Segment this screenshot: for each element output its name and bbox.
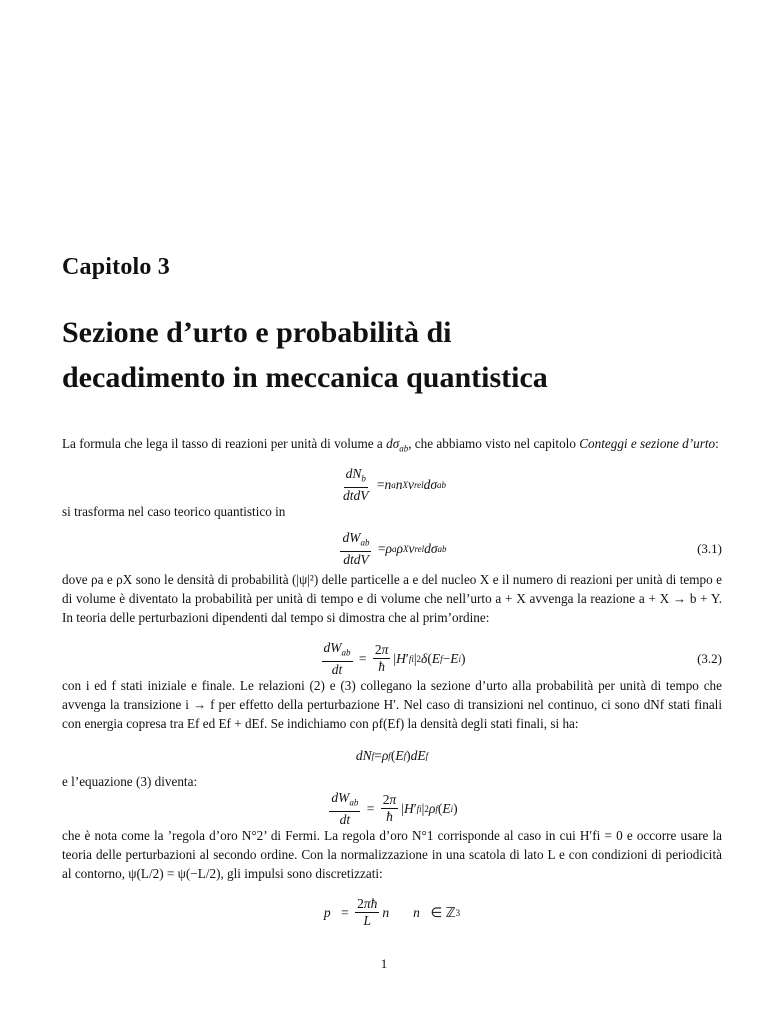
chapter-reference: Conteggi e sezione d’urto xyxy=(579,436,716,451)
chapter-title-line-1: Sezione d’urto e probabilità di xyxy=(62,316,452,349)
paragraph-intro: La formula che lega il tasso di reazioni per unità di volume a $d\sigma_{ab}$, che abbiamo visto nel capitolo Conteggi e sezione d’urto: xyxy=(62,436,719,454)
paragraph-transition: con i ed f stati iniziale e finale. Le relazioni (2) e (3) collegano la sezione d’urto alla probabilità per unità di tempo che avvenga la transizione i → f per effetto della perturbazione H′. Nel caso di transizioni nel continuo, ci sono dNf stati finali con energia copresa tra Ef ed Ef + dEf. Se indichiamo con ρf(Ef) la densità degli stati finali, si ha: xyxy=(62,678,722,731)
equation-golden-rule: $\frac{dW_{ab}}{dt}$ = $\frac{2\pi}{ħ}$ | H ′ fi | 2 ρ f ( E i ) xyxy=(331,790,458,827)
equation-density: dN f = ρ f ( E f ) dE f xyxy=(355,748,429,763)
chapter-title-line-2: decadimento in meccanica quantistica xyxy=(62,361,548,394)
equation-3-1: $\frac{dW_{ab}}{\text{dtdV}}$ = ρ a ρ X v rel dσ ab (3.1) xyxy=(342,530,722,567)
page-number: 1 xyxy=(380,956,388,971)
equation-momentum: p⃗ = $\frac{2\pi ħ}{L}$ n⃗ n⃗ ∈ ℤ 3 xyxy=(323,896,461,928)
paragraph-equation-becomes: e l’equazione (3) diventa: xyxy=(62,774,198,789)
equation-number: (3.1) xyxy=(697,540,722,556)
paragraph-densities: dove ρa e ρX sono le densità di probabilità (|ψ|²) delle particelle a e del nucleo X e il numero di reazioni per unità di tempo e di volume è diventato la probabilità per unità di tempo e di volume che nell’urto a + X avvenga la reazione a + X → b + Y. In teoria delle perturbazioni dipendenti dal tempo si dimostra che al prim’ordine: xyxy=(62,572,722,625)
chapter-label: Capitolo 3 xyxy=(62,254,171,280)
chapter-title xyxy=(62,310,722,400)
paragraph-quantum: si trasforma nel caso teorico quantistico in xyxy=(62,504,286,519)
equation-3-2: $\frac{dW_{ab}}{dt}$ = $\frac{2\pi}{ħ}$ | H ′ fi | 2 δ ( E f − E i ) (3.2) xyxy=(323,640,722,677)
equation-number: (3.2) xyxy=(697,650,722,666)
equation-rate: $\frac{dN_b}{\text{dtdV}}$ = n a n X v rel dσ ab xyxy=(342,466,447,503)
paragraph-golden-rule: che è nota come la ’regola d’oro N°2’ di Fermi. La regola d’oro N°1 corrisponde al caso in cui H′fi = 0 e occorre usare la teoria delle perturbazioni al secondo ordine. Con la normalizzazione in una scatola di lato L e con condizioni di periodicità al contorno, ψ(L/2) = ψ(−L/2), gli impulsi sono discretizzati: xyxy=(62,828,722,881)
